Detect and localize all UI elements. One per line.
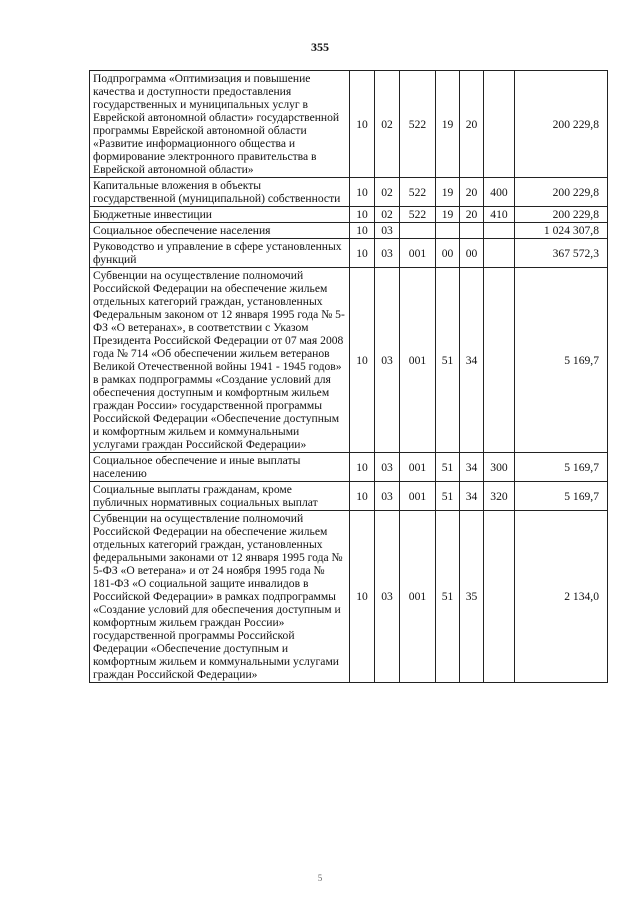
row-name-cell: Социальное обеспечение и иные выплаты населению	[90, 453, 350, 482]
target-article-item-cell: 35	[460, 511, 484, 683]
table-row	[90, 178, 608, 207]
table-row	[90, 453, 608, 482]
subsection-code-cell: 03	[375, 482, 400, 511]
amount-cell: 5 169,7	[515, 482, 608, 511]
section-code-cell: 10	[350, 511, 375, 683]
expense-type-code-cell	[484, 268, 515, 453]
subsection-code-cell: 02	[375, 207, 400, 223]
table-row	[90, 268, 608, 453]
section-code-cell: 10	[350, 223, 375, 239]
section-code-cell: 10	[350, 207, 375, 223]
target-article-subcode-cell: 00	[436, 239, 460, 268]
budget-table	[89, 70, 608, 683]
row-name-cell: Субвенции на осуществление полномочий Российской Федерации на обеспечение жильем отдельных категорий граждан, установленных Федеральным законом от 12 января 1995 года № 5-ФЗ «О ветеранах», в соответствии с Указом Президента Российской Федерации от 07 мая 2008 года № 714 «Об обеспечении жильем ветеранов Великой Отечественной войны 1941 - 1945 годов» в рамках подпрограммы «Создание условий для обеспечения доступным и комфортным жильем граждан России» государственной программы Российской Федерации «Обеспечение доступным и комфортным жильем и коммунальными услугами граждан Российской Федерации»	[90, 268, 350, 453]
row-name-cell: Капитальные вложения в объекты государственной (муниципальной) собственности	[90, 178, 350, 207]
subsection-code-cell: 02	[375, 71, 400, 178]
section-code-cell: 10	[350, 178, 375, 207]
amount-cell: 1 024 307,8	[515, 223, 608, 239]
row-name-cell: Социальное обеспечение населения	[90, 223, 350, 239]
target-article-code-cell: 001	[400, 453, 436, 482]
amount-cell: 200 229,8	[515, 71, 608, 178]
expense-type-code-cell	[484, 239, 515, 268]
amount-cell: 200 229,8	[515, 178, 608, 207]
target-article-subcode-cell: 51	[436, 482, 460, 511]
expense-type-code-cell	[484, 223, 515, 239]
section-code-cell: 10	[350, 453, 375, 482]
target-article-item-cell: 20	[460, 207, 484, 223]
row-name-cell: Руководство и управление в сфере установленных функций	[90, 239, 350, 268]
subsection-code-cell: 03	[375, 223, 400, 239]
table-row	[90, 239, 608, 268]
table-row	[90, 71, 608, 178]
row-name-cell: Социальные выплаты гражданам, кроме публичных нормативных социальных выплат	[90, 482, 350, 511]
target-article-item-cell: 20	[460, 178, 484, 207]
target-article-subcode-cell: 19	[436, 178, 460, 207]
subsection-code-cell: 02	[375, 178, 400, 207]
amount-cell: 5 169,7	[515, 453, 608, 482]
target-article-subcode-cell: 51	[436, 268, 460, 453]
target-article-code-cell: 522	[400, 71, 436, 178]
expense-type-code-cell: 410	[484, 207, 515, 223]
amount-cell: 2 134,0	[515, 511, 608, 683]
table-row	[90, 511, 608, 683]
page-number: 355	[311, 40, 329, 54]
target-article-code-cell: 522	[400, 207, 436, 223]
amount-cell: 200 229,8	[515, 207, 608, 223]
target-article-item-cell: 34	[460, 268, 484, 453]
section-code-cell: 10	[350, 482, 375, 511]
expense-type-code-cell	[484, 71, 515, 178]
subsection-code-cell: 03	[375, 268, 400, 453]
target-article-code-cell	[400, 223, 436, 239]
expense-type-code-cell: 320	[484, 482, 515, 511]
target-article-code-cell: 522	[400, 178, 436, 207]
target-article-code-cell: 001	[400, 511, 436, 683]
section-code-cell: 10	[350, 71, 375, 178]
amount-cell: 5 169,7	[515, 268, 608, 453]
target-article-subcode-cell: 51	[436, 453, 460, 482]
expense-type-code-cell	[484, 511, 515, 683]
target-article-subcode-cell: 19	[436, 207, 460, 223]
target-article-code-cell: 001	[400, 268, 436, 453]
target-article-code-cell: 001	[400, 482, 436, 511]
section-code-cell: 10	[350, 239, 375, 268]
subsection-code-cell: 03	[375, 453, 400, 482]
section-code-cell: 10	[350, 268, 375, 453]
target-article-subcode-cell: 19	[436, 71, 460, 178]
table-row	[90, 482, 608, 511]
subsection-code-cell: 03	[375, 511, 400, 683]
target-article-code-cell: 001	[400, 239, 436, 268]
footer-mark: 5	[317, 873, 323, 883]
target-article-subcode-cell	[436, 223, 460, 239]
target-article-item-cell: 34	[460, 482, 484, 511]
expense-type-code-cell: 300	[484, 453, 515, 482]
target-article-item-cell	[460, 223, 484, 239]
amount-cell: 367 572,3	[515, 239, 608, 268]
target-article-item-cell: 34	[460, 453, 484, 482]
target-article-subcode-cell: 51	[436, 511, 460, 683]
table-row	[90, 223, 608, 239]
subsection-code-cell: 03	[375, 239, 400, 268]
expense-type-code-cell: 400	[484, 178, 515, 207]
row-name-cell: Подпрограмма «Оптимизация и повышение качества и доступности предоставления государственных и муниципальных услуг в Еврейской автономной области» государственной программы Еврейской автономной области «Развитие информационного общества и формирование электронного правительства в Еврейской автономной области»	[90, 71, 350, 178]
table-row	[90, 207, 608, 223]
target-article-item-cell: 20	[460, 71, 484, 178]
target-article-item-cell: 00	[460, 239, 484, 268]
row-name-cell: Субвенции на осуществление полномочий Российской Федерации на обеспечение жильем отдельных категорий граждан, установленных федеральными законами от 12 января 1995 года № 5-ФЗ «О ветерана» и от 24 ноября 1995 года № 181-ФЗ «О социальной защите инвалидов в Российской Федерации» в рамках подпрограммы «Создание условий для обеспечения доступным и комфортным жильем граждан России» государственной программы Российской Федерации «Обеспечение доступным и комфортным жильем и коммунальными услугами граждан Российской Федерации»	[90, 511, 350, 683]
row-name-cell: Бюджетные инвестиции	[90, 207, 350, 223]
